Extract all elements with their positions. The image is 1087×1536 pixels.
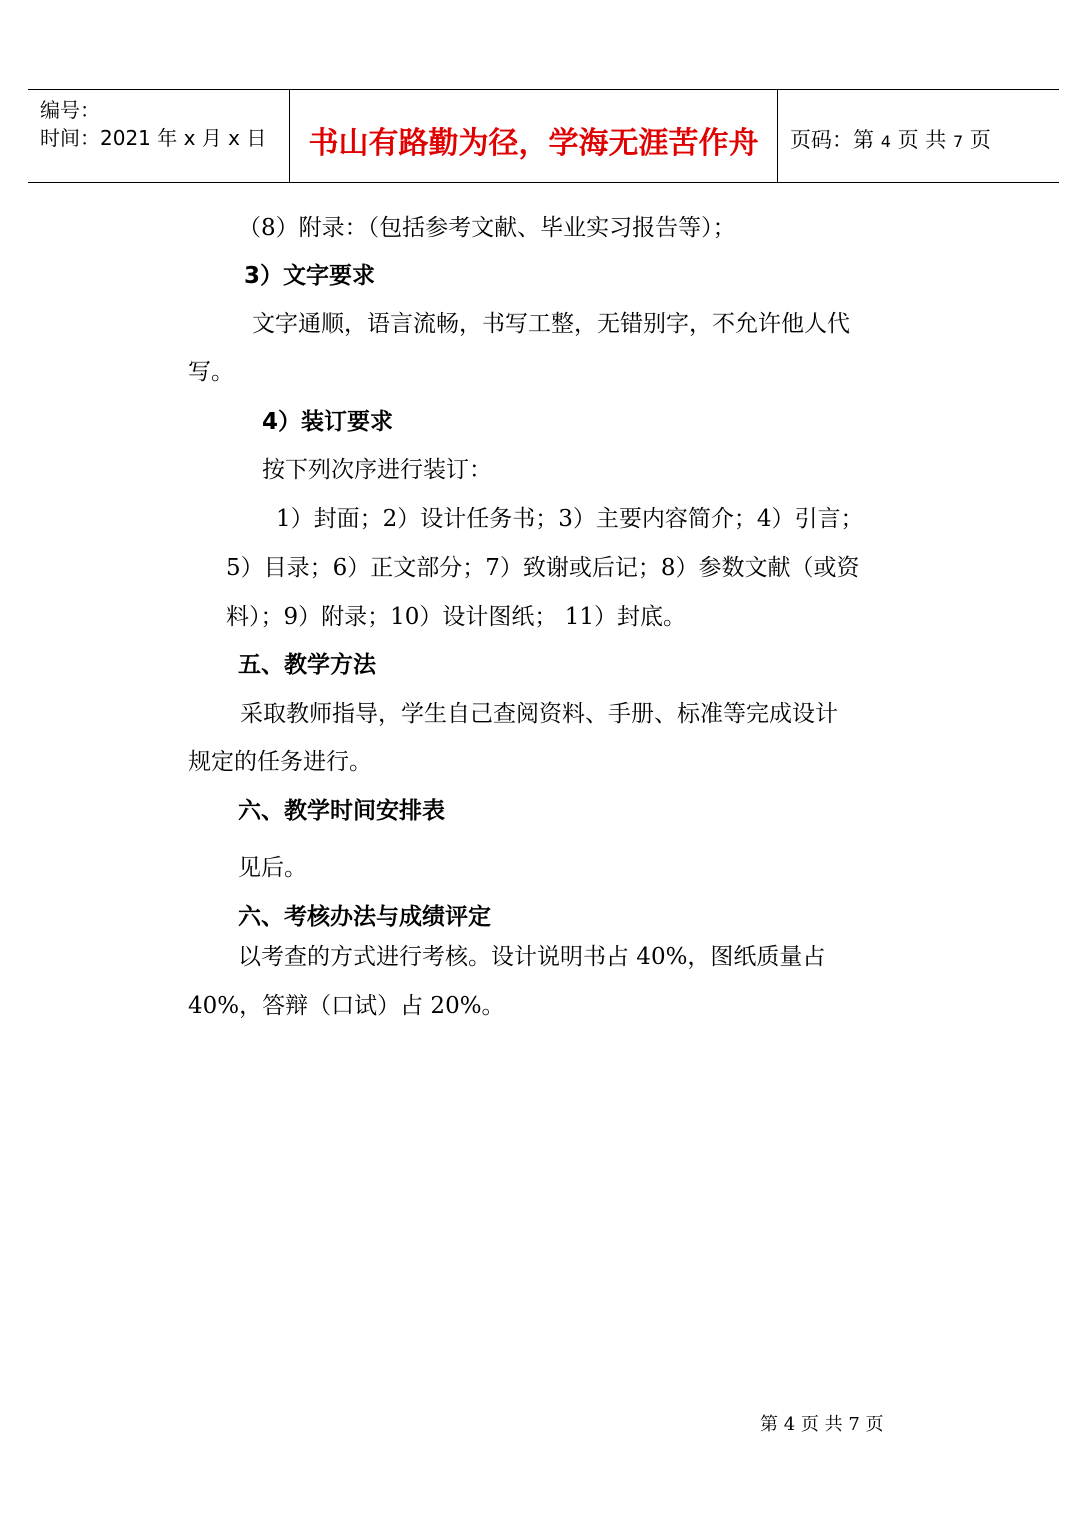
header-middle-cell xyxy=(290,90,778,182)
document-number-label: 编号： xyxy=(40,98,100,122)
text-line: 规定的任务进行。 xyxy=(188,749,372,775)
subheading-binding-requirements: 4）装订要求 xyxy=(262,409,394,435)
text-line: 5）目录；6）正文部分；7）致谢或后记；8）参数文献（或资 xyxy=(226,555,860,581)
subheading-text-requirements: 3）文字要求 xyxy=(244,263,376,289)
text-line: （8）附录：（包括参考文献、毕业实习报告等）； xyxy=(238,215,736,241)
section-heading-teaching-method: 五、教学方法 xyxy=(238,652,376,678)
page-mid: 页 共 xyxy=(897,128,947,152)
page-header xyxy=(28,89,1059,183)
text-line: 文字通顺，语言流畅，书写工整，无错别字，不允许他人代 xyxy=(252,311,850,337)
text-line: 以考查的方式进行考核。设计说明书占 40%，图纸质量占 xyxy=(238,944,826,970)
text-line: 写。 xyxy=(188,359,234,385)
page-total: 7 xyxy=(952,132,964,151)
section-heading-assessment: 六、考核办法与成绩评定 xyxy=(238,904,491,930)
text-line: 1）封面；2）设计任务书；3）主要内容简介；4）引言； xyxy=(276,506,864,532)
header-right-cell xyxy=(778,90,1059,182)
section-heading-schedule: 六、教学时间安排表 xyxy=(238,798,445,824)
page-number: 4 xyxy=(880,132,891,151)
document-time-label: 时间：2021 年 x 月 x 日 xyxy=(40,126,267,150)
header-motto: 书山有路勤为径，学海无涯苦作舟 xyxy=(308,126,759,161)
page-prefix: 页码：第 xyxy=(790,128,874,152)
text-line: 采取教师指导，学生自己查阅资料、手册、标准等完成设计 xyxy=(240,701,838,727)
header-left-cell xyxy=(28,90,290,182)
text-line: 料）；9）附录；10）设计图纸； 11）封底。 xyxy=(226,604,686,630)
header-page-info xyxy=(790,124,991,154)
page-footer: 第 4 页 共 7 页 xyxy=(760,1414,884,1435)
text-line: 见后。 xyxy=(238,855,307,881)
text-line: 40%，答辩（口试）占 20%。 xyxy=(188,993,505,1019)
page-suffix: 页 xyxy=(969,128,991,152)
text-line: 按下列次序进行装订： xyxy=(262,457,492,483)
